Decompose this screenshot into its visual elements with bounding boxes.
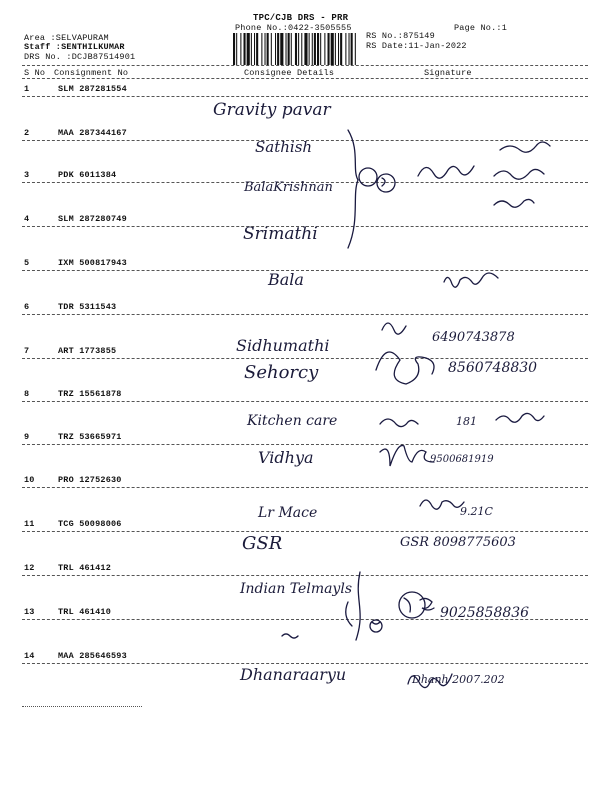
row-consignment-number: PRO 12752630 [58,475,122,485]
row-consignment-number: MAA 285646593 [58,651,127,661]
column-signature: Signature [424,68,472,78]
consignee-handwritten-name: Srimathi [243,224,318,244]
consignee-handwritten-name: Kitchen care [247,413,338,429]
row-serial-number: 13 [24,607,35,617]
signature-handwritten-text: 9500681919 [430,454,494,465]
signature-handwritten-text: GSR 8098775603 [400,535,516,550]
row-serial-number: 3 [24,170,30,180]
row-consignment-number: ART 1773855 [58,346,117,356]
column-consignee: Consignee Details [244,68,335,78]
row-consignment-number: IXM 500817943 [58,258,127,268]
page-number: Page No.:1 [454,23,508,33]
staff-label: Staff :SENTHILKUMAR [24,42,125,52]
row-serial-number: 2 [24,128,30,138]
column-consignment: Consignment No [54,68,129,78]
consignee-handwritten-name: Bala [268,270,304,289]
row-serial-number: 9 [24,432,30,442]
row-serial-number: 10 [24,475,35,485]
row-consignment-number: MAA 287344167 [58,128,127,138]
area-label: Area :SELVAPURAM [24,33,109,43]
row-consignment-number: SLM 287281554 [58,84,127,94]
consignee-handwritten-name: GSR [242,533,283,554]
row-consignment-number: TCG 50098006 [58,519,122,529]
row-serial-number: 8 [24,389,30,399]
consignee-handwritten-name: Gravity pavar [213,100,331,120]
consignee-handwritten-name: Lr Mace [258,505,318,521]
column-sno: S No [24,68,46,78]
consignee-handwritten-name: Indian Telmayls [240,581,353,597]
signature-handwritten-text: 8560748830 [448,360,538,376]
row-serial-number: 4 [24,214,30,224]
row-consignment-number: TRZ 15561878 [58,389,122,399]
rs-date: RS Date:11-Jan-2022 [366,41,467,51]
row-consignment-number: SLM 287280749 [58,214,127,224]
row-serial-number: 11 [24,519,35,529]
document-title: TPC/CJB DRS - PRR [253,13,349,23]
divider [22,706,142,707]
signature-handwritten-text: 6490743878 [432,330,515,345]
drs-number: DRS No. :DCJB87514901 [24,52,136,62]
phone-number: Phone No.:0422-3505555 [235,23,352,33]
consignee-handwritten-name: Sehorcy [244,362,319,383]
rs-number: RS No.:875149 [366,31,435,41]
row-consignment-number: TRL 461410 [58,607,112,617]
signature-handwritten-text: 9.21C [460,505,493,518]
row-serial-number: 6 [24,302,30,312]
row-consignment-number: PDK 6011384 [58,170,117,180]
row-consignment-number: TRZ 53665971 [58,432,122,442]
consignee-handwritten-name: Vidhya [258,448,314,467]
signature-handwritten-text: Dhanh 2007.202 [412,673,505,686]
consignee-handwritten-name: BalaKrishnan [244,180,333,195]
row-serial-number: 12 [24,563,35,573]
consignee-handwritten-name: Sathish [255,138,313,156]
consignee-handwritten-name: Dhanaraaryu [240,665,347,684]
row-serial-number: 7 [24,346,30,356]
signature-handwritten-text: 181 [456,415,477,428]
row-serial-number: 1 [24,84,30,94]
signature-handwritten-text: 9025858836 [440,605,530,621]
row-consignment-number: TRL 461412 [58,563,112,573]
consignee-handwritten-name: Sidhumathi [236,336,330,355]
row-serial-number: 14 [24,651,35,661]
row-consignment-number: TDR 5311543 [58,302,117,312]
row-serial-number: 5 [24,258,30,268]
